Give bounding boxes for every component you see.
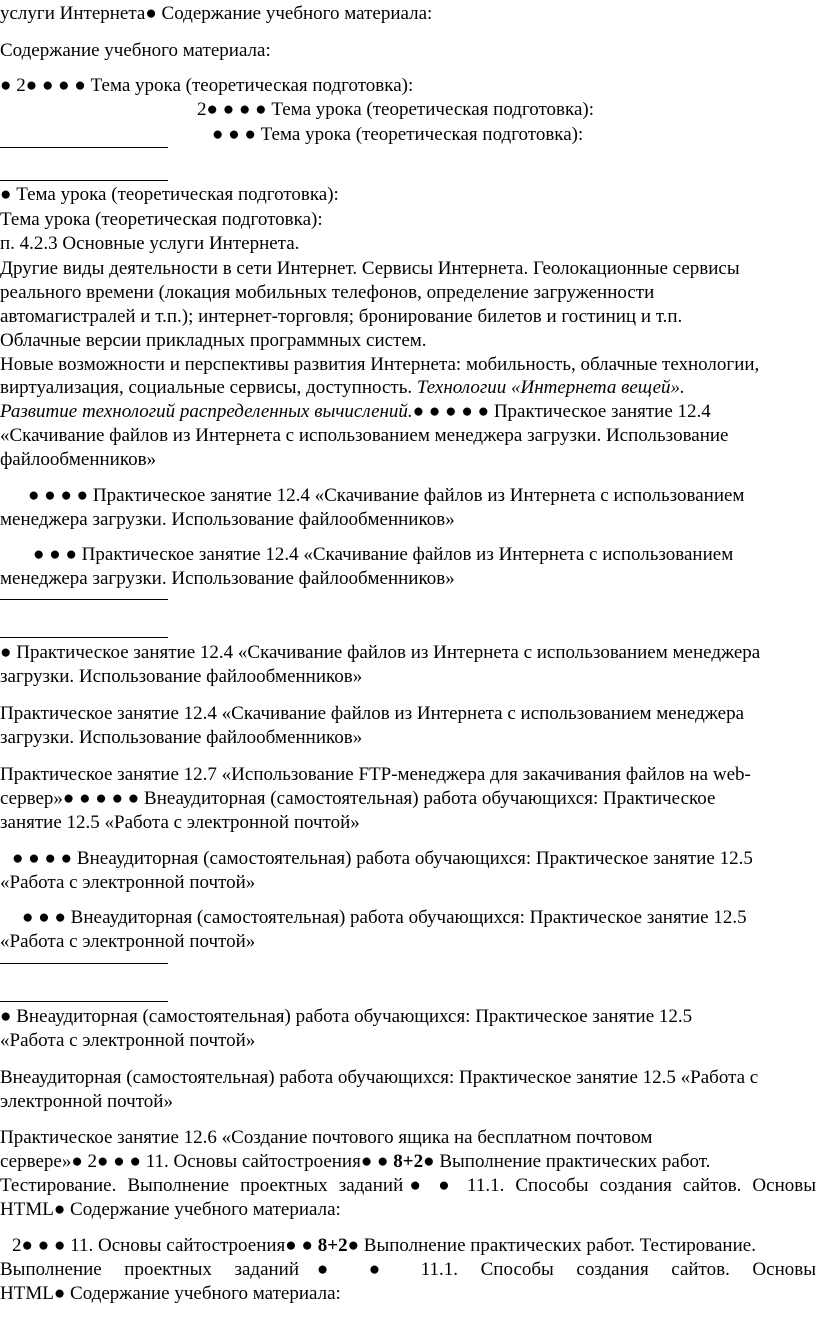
text-line: «Работа с электронной почтой» [0, 872, 256, 893]
text-line: ● Тема урока (теоретическая подготовка): [0, 184, 339, 205]
text-line: HTML● Содержание учебного материала: [0, 1199, 341, 1220]
text-line: Тема урока (теоретическая подготовка): [0, 209, 323, 230]
text-line: Практическое занятие 12.4 «Скачивание файлов из Интернета с использованием менеджера [0, 703, 745, 724]
text-line: Выполнение проектных заданий● ● 11.1. Способы создания сайтов. Основы [0, 1259, 816, 1280]
text-run: виртуализация, социальные сервисы, доступность. [0, 377, 417, 398]
text-line: Облачные версии прикладных программных систем. [0, 330, 427, 351]
italic-text: Развитие технологий распределенных вычислений. [0, 401, 413, 422]
text-line: менеджера загрузки. Использование файлообменников» [0, 509, 455, 530]
text-line: Практическое занятие 12.7 «Использование FTP-менеджера для закачивания файлов на web- [0, 764, 751, 785]
text-run: сервере»● 2● ● ● 11. Основы сайтостроения● ● [0, 1151, 394, 1172]
text-line: Тестирование. Выполнение проектных заданий● ● 11.1. Способы создания сайтов. Основы [0, 1175, 816, 1196]
text-line: реального времени (локация мобильных телефонов, определение загруженности [0, 282, 655, 303]
text-line: Содержание учебного материала: [0, 40, 271, 61]
text-line: «Скачивание файлов из Интернета с использованием менеджера загрузки. Использование [0, 425, 729, 446]
text-line: занятие 12.5 «Работа с электронной почтой» [0, 812, 360, 833]
bold-text: 8+2 [393, 1151, 424, 1172]
text-run: 2● ● ● 11. Основы сайтостроения● ● [12, 1235, 318, 1256]
text-line: ● ● ● Тема урока (теоретическая подготовка): [212, 124, 584, 145]
text-line: п. 4.2.3 Основные услуги Интернета. [0, 233, 300, 254]
italic-text: Технологии «Интернета вещей». [416, 377, 685, 398]
footnote-separator [0, 180, 168, 181]
text-line: ● 2● ● ● ● Тема урока (теоретическая подготовка): [0, 75, 414, 96]
text-line: Внеаудиторная (самостоятельная) работа обучающихся: Практическое занятие 12.5 «Работа с [0, 1067, 759, 1088]
text-line: загрузки. Использование файлообменников» [0, 666, 363, 687]
text-run: ● ● ● ● ● Практическое занятие 12.4 [412, 401, 711, 422]
text-line: ● ● ● Внеаудиторная (самостоятельная) работа обучающихся: Практическое занятие 12.5 [22, 907, 747, 928]
text-line: менеджера загрузки. Использование файлообменников» [0, 568, 455, 589]
text-line: Практическое занятие 12.6 «Создание почтового ящика на бесплатном почтовом [0, 1127, 653, 1148]
text-line: «Работа с электронной почтой» [0, 931, 256, 952]
footnote-separator [0, 147, 168, 148]
text-line: услуги Интернета● Содержание учебного материала: [0, 3, 433, 24]
text-line [12, 1235, 756, 1257]
text-line: автомагистралей и т.п.); интернет-торговля; бронирование билетов и гостиниц и т.п. [0, 306, 683, 327]
text-line: ● Практическое занятие 12.4 «Скачивание файлов из Интернета с использованием менеджера [0, 642, 761, 663]
text-line: Новые возможности и перспективы развития Интернета: мобильность, облачные технологии, [0, 354, 760, 375]
footnote-separator [0, 637, 168, 638]
bold-text: 8+2 [317, 1235, 348, 1256]
text-line: электронной почтой» [0, 1091, 173, 1112]
text-line [0, 1151, 710, 1173]
text-line: 2● ● ● ● Тема урока (теоретическая подготовка): [197, 99, 595, 120]
text-line [0, 377, 685, 399]
text-line: ● ● ● Практическое занятие 12.4 «Скачивание файлов из Интернета с использованием [33, 544, 734, 565]
text-line: HTML● Содержание учебного материала: [0, 1283, 341, 1304]
text-line: ● Внеаудиторная (самостоятельная) работа обучающихся: Практическое занятие 12.5 [0, 1006, 693, 1027]
text-run: ● Выполнение практических работ. [423, 1151, 711, 1172]
text-line: ● ● ● ● Внеаудиторная (самостоятельная) работа обучающихся: Практическое занятие 12.5 [12, 848, 753, 869]
text-line [0, 401, 711, 423]
footnote-separator [0, 963, 168, 964]
text-run: ● Выполнение практических работ. Тестирование. [347, 1235, 756, 1256]
text-line: загрузки. Использование файлообменников» [0, 727, 363, 748]
text-line: Другие виды деятельности в сети Интернет. Сервисы Интернета. Геолокационные сервисы [0, 258, 740, 279]
text-line: «Работа с электронной почтой» [0, 1030, 256, 1051]
text-line: файлообменников» [0, 449, 157, 470]
text-line: ● ● ● ● Практическое занятие 12.4 «Скачивание файлов из Интернета с использованием [28, 485, 745, 506]
text-line: сервер»● ● ● ● ● Внеаудиторная (самостоятельная) работа обучающихся: Практическое [0, 788, 716, 809]
footnote-separator [0, 1001, 168, 1002]
footnote-separator [0, 599, 168, 600]
